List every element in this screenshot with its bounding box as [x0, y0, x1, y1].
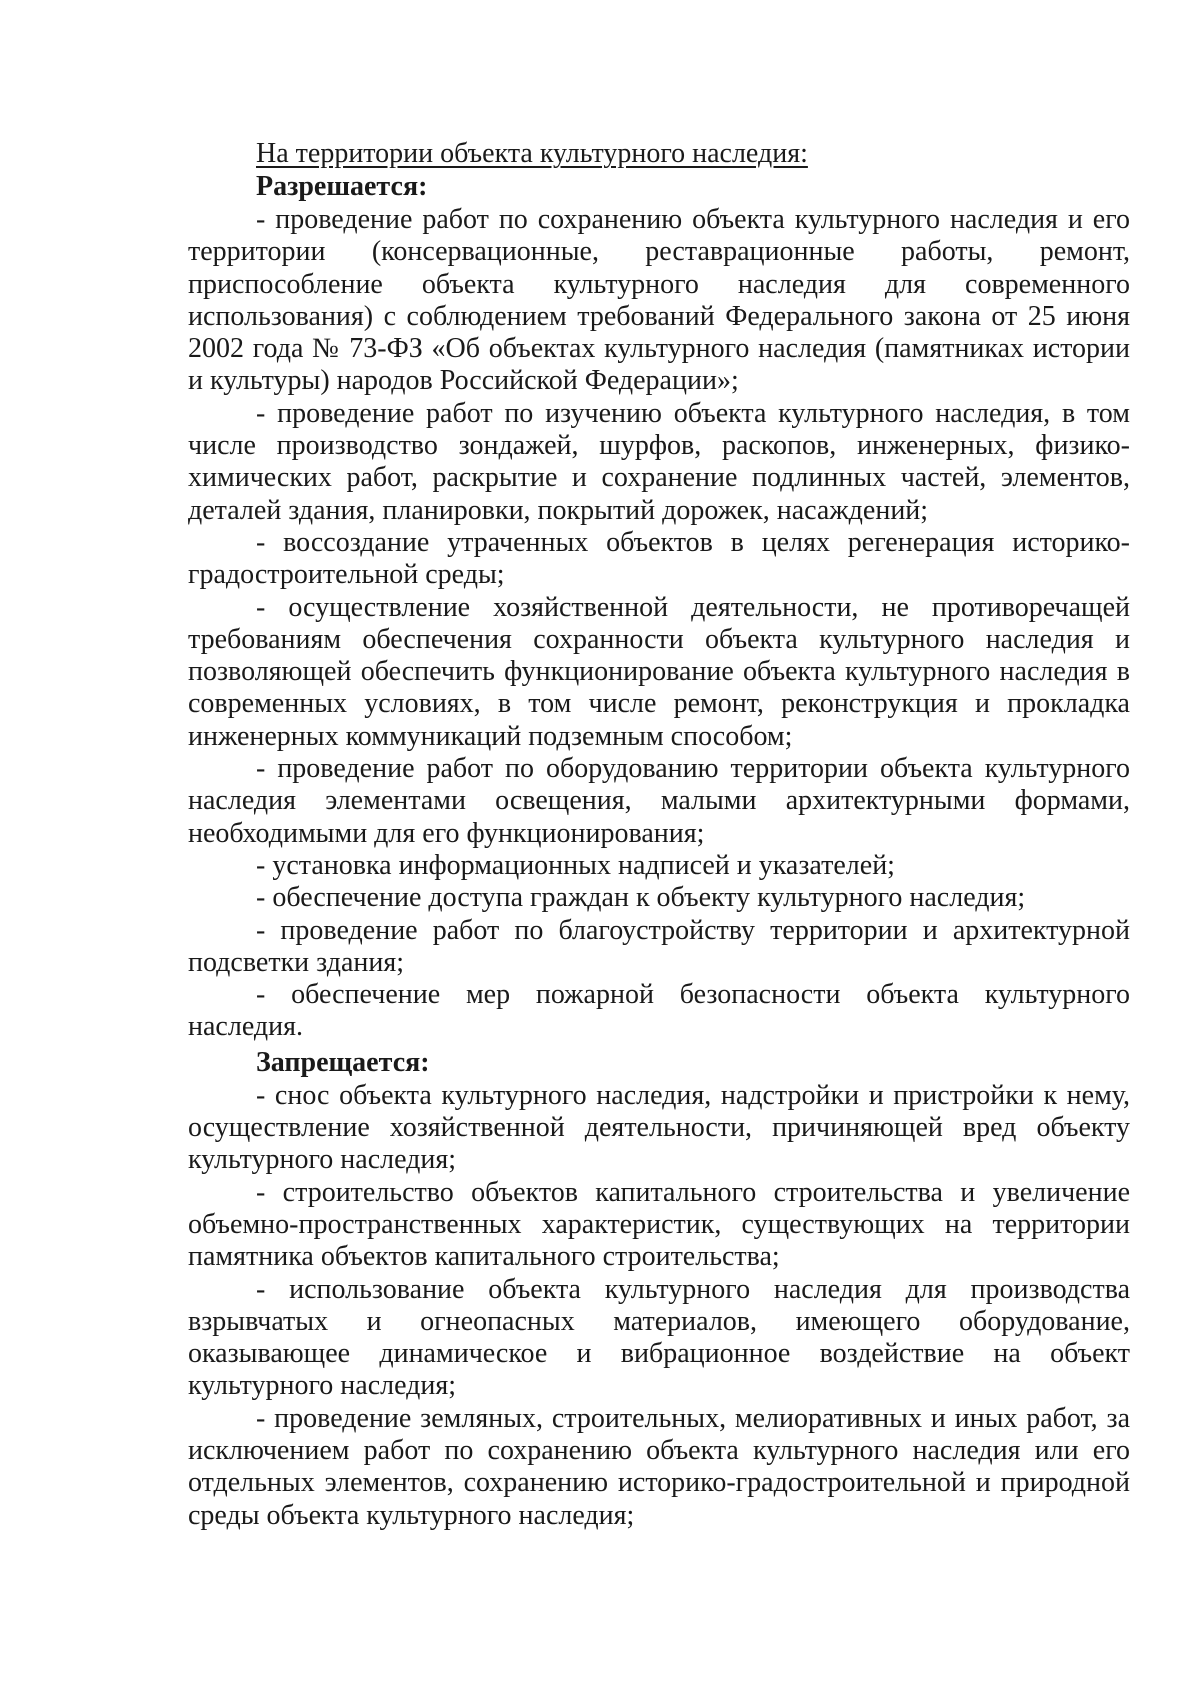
- forbidden-title: Запрещается:: [256, 1046, 430, 1078]
- heading-text: На территории объекта культурного наследия:: [256, 138, 808, 169]
- forbidden-item: - использование объекта культурного наследия для производства взрывчатых и огнеопасных материалов, имеющего оборудование, оказывающее динамическое и вибрационное воздействие на объект культурного наследия;: [188, 1273, 1130, 1402]
- allowed-item: - проведение работ по изучению объекта культурного наследия, в том числе производство зондажей, шурфов, раскопов, инженерных, физико-химических работ, раскрытие и сохранение подлинных частей, элементов, деталей здания, планировки, покрытий дорожек, насаждений;: [188, 397, 1130, 526]
- section-heading: [188, 138, 1130, 170]
- forbidden-item: - проведение земляных, строительных, мелиоративных и иных работ, за исключением работ по сохранению объекта культурного наследия или его отдельных элементов, сохранению историко-градостроительной и природной среды объекта культурного наследия;: [188, 1402, 1130, 1531]
- allowed-title: Разрешается:: [256, 171, 428, 202]
- allowed-item: - воссоздание утраченных объектов в целях регенерация историко-градостроительной среды;: [188, 526, 1130, 591]
- allowed-list: [188, 204, 1130, 1044]
- forbidden-item: - строительство объектов капитального строительства и увеличение объемно-пространственных характеристик, существующих на территории памятника объектов капитального строительства;: [188, 1176, 1130, 1273]
- allowed-item: - осуществление хозяйственной деятельности, не противоречащей требованиям обеспечения сохранности объекта культурного наследия и позволяющей обеспечить функционирование объекта культурного наследия в современных условиях, в том числе ремонт, реконструкция и прокладка инженерных коммуникаций подземным способом;: [188, 591, 1130, 752]
- document-page: [188, 138, 1130, 1532]
- allowed-item: - проведение работ по сохранению объекта культурного наследия и его территории (консервационные, реставрационные работы, ремонт, приспособление объекта культурного наследия для современного использования) с соблюдением требований Федерального закона от 25 июня 2002 года № 73-ФЗ «Об объектах культурного наследия (памятниках истории и культуры) народов Российской Федерации»;: [188, 204, 1130, 397]
- allowed-item: - установка информационных надписей и указателей;: [256, 849, 895, 881]
- forbidden-list: [188, 1080, 1130, 1532]
- allowed-item: - проведение работ по оборудованию территории объекта культурного наследия элементами освещения, малыми архитектурными формами, необходимыми для его функционирования;: [188, 753, 1130, 849]
- allowed-item: - обеспечение доступа граждан к объекту культурного наследия;: [256, 882, 1026, 914]
- forbidden-item: - снос объекта культурного наследия, надстройки и пристройки к нему, осуществление хозяйственной деятельности, причиняющей вред объекту культурного наследия;: [188, 1079, 1130, 1176]
- allowed-item: - обеспечение мер пожарной безопасности объекта культурного наследия.: [188, 979, 1130, 1043]
- allowed-item: - проведение работ по благоустройству территории и архитектурной подсветки здания;: [188, 914, 1130, 978]
